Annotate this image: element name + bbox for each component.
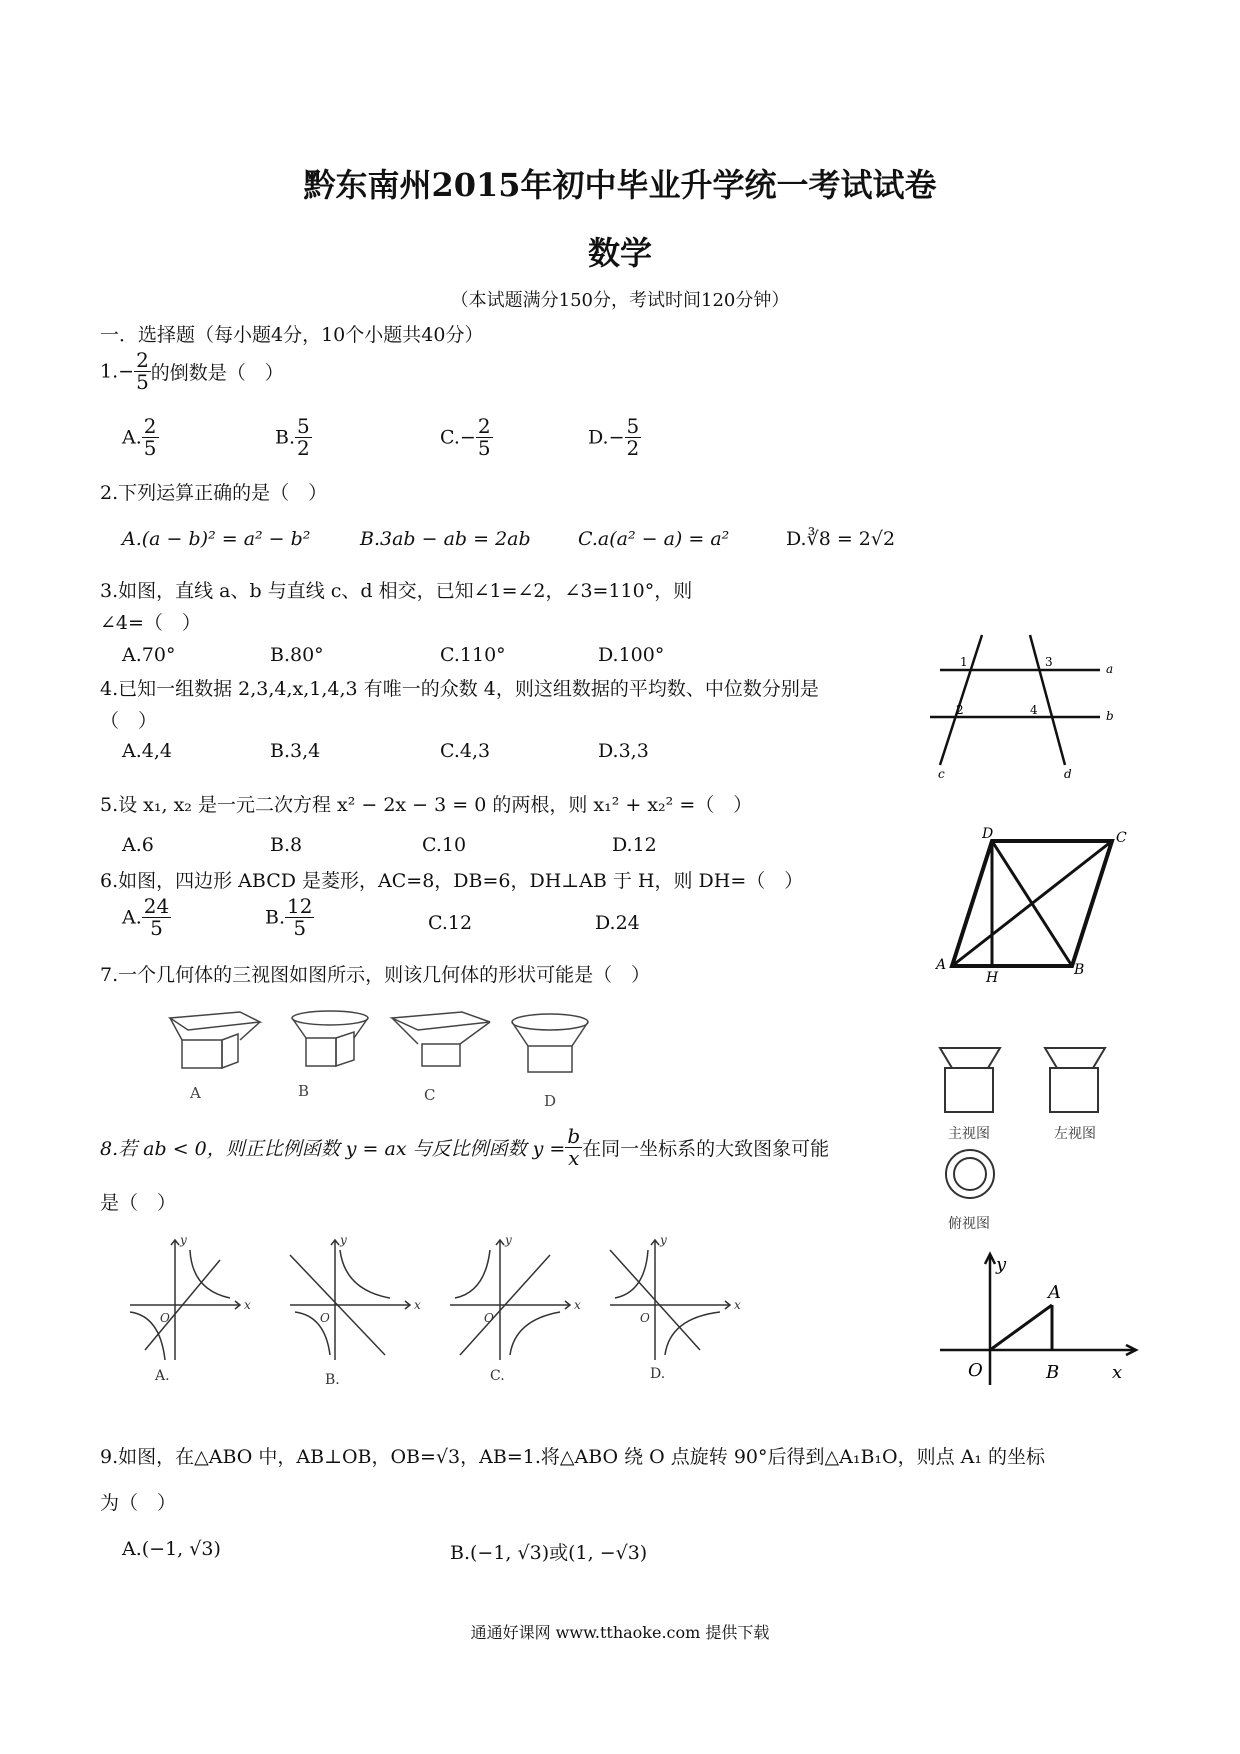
graph-b [290, 1240, 410, 1360]
point-a-label: A [1048, 1282, 1061, 1303]
q6-opt-label: B. [265, 906, 286, 929]
graph-a [130, 1240, 240, 1360]
angle-4-label: 4 [1030, 703, 1038, 717]
q8-fraction [565, 1126, 582, 1169]
graph-b-x-label: x [414, 1298, 421, 1312]
q3-option-d[interactable]: D.100° [598, 644, 665, 666]
question-2: 2.下列运算正确的是（ ） [100, 482, 328, 504]
q2-option-b[interactable]: B.3ab − ab = 2ab [360, 528, 531, 550]
q3-option-c[interactable]: C.110° [440, 644, 506, 666]
q4-option-a[interactable]: A.4,4 [122, 740, 172, 762]
graph-c [450, 1240, 570, 1360]
q1-opt-num: 5 [626, 414, 640, 438]
question-5: 5.设 x₁, x₂ 是一元二次方程 x² − 2x − 3 = 0 的两根，则 x₁² + x₂² =（ ） [100, 794, 753, 816]
vertex-a-label: A [936, 957, 947, 973]
q1-option-b[interactable] [275, 416, 312, 459]
question-7: 7.一个几何体的三视图如图所示，则该几何体的形状可能是（ ） [100, 964, 651, 986]
q5-option-c[interactable]: C.10 [422, 834, 467, 856]
graph-a-x-label: x [244, 1298, 251, 1312]
graph-c-y-label: y [505, 1233, 512, 1247]
vertex-c-label: C [1116, 830, 1127, 846]
q6-option-d[interactable]: D.24 [595, 912, 640, 934]
q3-option-b[interactable]: B.80° [270, 644, 324, 666]
graph-b-y-label: y [340, 1233, 347, 1247]
q6-opt-label: A. [122, 906, 142, 929]
q1-opt-den: 2 [297, 436, 310, 460]
q1-option-a[interactable] [122, 416, 159, 459]
solid-b-label: B [298, 1082, 310, 1100]
question-8-cont: 是（ ） [100, 1192, 177, 1214]
top-view-label: 俯视图 [948, 1216, 990, 1232]
segment-oa [990, 1305, 1052, 1350]
rhombus-figure [930, 826, 1130, 986]
q2-option-c[interactable]: C.a(a² − a) = a² [578, 528, 730, 550]
solid-d-label: D [544, 1092, 557, 1110]
solid-b [292, 1011, 368, 1066]
q1-opt-num: 5 [297, 414, 310, 438]
q1-suffix: 的倒数是（ ） [150, 362, 284, 384]
q9-option-b[interactable]: B.(−1, √3)或(1, −√3) [450, 1542, 648, 1564]
q1-opt-den: 2 [626, 436, 640, 460]
q1-opt-frac [142, 416, 159, 459]
section-heading: 一．选择题（每小题4分，10个小题共40分） [100, 324, 484, 346]
q1-frac-num: 2 [136, 348, 149, 372]
question-6: 6.如图，四边形 ABCD 是菱形，AC=8，DB=6，DH⊥AB 于 H，则 DH=（ ） [100, 870, 804, 892]
q4-option-b[interactable]: B.3,4 [270, 740, 321, 762]
q5-option-b[interactable]: B.8 [270, 834, 303, 856]
q6-opt-frac [285, 896, 314, 939]
graph-d-origin: O [640, 1311, 650, 1325]
question-1 [100, 350, 284, 393]
q6-opt-den: 5 [150, 916, 163, 940]
question-9-cont: 为（ ） [100, 1492, 177, 1514]
graph-b-label: B. [325, 1372, 340, 1388]
origin-label: O [968, 1360, 983, 1381]
line-a-label: a [1106, 662, 1114, 676]
angle-3-label: 3 [1045, 655, 1053, 669]
line-c-label: c [938, 767, 945, 780]
angle-1-label: 1 [960, 655, 968, 669]
q1-prefix: 1.− [100, 360, 135, 383]
question-4: 4.已知一组数据 2,3,4,x,1,4,3 有唯一的众数 4，则这组数据的平均数、中位数分别是 [100, 678, 819, 700]
graph-d-x-label: x [734, 1298, 741, 1312]
q6-option-a[interactable] [122, 896, 171, 939]
subject-title: 数学 [587, 234, 652, 272]
top-view [946, 1150, 994, 1198]
q4-option-c[interactable]: C.4,3 [440, 740, 491, 762]
solid-c-label: C [424, 1086, 436, 1104]
q6-opt-num: 12 [287, 894, 313, 918]
graph-d-label: D. [650, 1366, 666, 1382]
exam-note: （本试题满分150分，考试时间120分钟） [450, 290, 790, 311]
page-title: 黔东南州2015年初中毕业升学统一考试试卷 [303, 166, 937, 204]
q1-opt-frac [295, 416, 312, 459]
q1-opt-label: D. [588, 426, 609, 449]
q1-option-d[interactable] [588, 416, 641, 459]
graph-c-origin: O [484, 1311, 494, 1325]
q8-frac-den: x [568, 1146, 580, 1170]
front-view [940, 1048, 1000, 1112]
q1-opt-den: 5 [143, 436, 157, 460]
left-view [1045, 1048, 1105, 1112]
q6-opt-frac [142, 896, 171, 939]
function-graphs-figure[interactable] [120, 1230, 780, 1390]
graph-d-y-label: y [660, 1233, 667, 1247]
vertex-h-label: H [986, 970, 999, 986]
q1-frac-den: 5 [136, 370, 149, 394]
graph-a-origin: O [160, 1311, 170, 1325]
q1-opt-label: C. [440, 426, 460, 449]
diagonal-db [992, 841, 1072, 966]
q2-option-a[interactable]: A.(a − b)² = a² − b² [122, 528, 311, 550]
q6-option-b[interactable] [265, 896, 314, 939]
question-8 [100, 1126, 829, 1169]
q8-stem-a: 8.若 ab < 0，则正比例函数 y = ax 与反比例函数 y = [100, 1138, 566, 1160]
q1-opt-sign: − [459, 426, 476, 449]
q1-opt-num: 2 [477, 414, 491, 438]
parallel-lines-figure [920, 630, 1120, 780]
solid-a [170, 1012, 260, 1068]
line-d-label: d [1064, 767, 1072, 780]
q1-option-c[interactable] [440, 416, 493, 459]
q1-opt-frac [476, 416, 493, 459]
q6-option-c[interactable]: C.12 [428, 912, 473, 934]
solid-a-label: A [190, 1084, 201, 1102]
question-9: 9.如图，在△ABO 中，AB⊥OB，OB=√3，AB=1.将△ABO 绕 O 点旋转 90°后得到△A₁B₁O，则点 A₁ 的坐标 [100, 1446, 1046, 1468]
graph-c-label: C. [490, 1368, 505, 1384]
solid-d [512, 1014, 588, 1072]
line-b-label: b [1106, 709, 1114, 723]
graph-c-x-label: x [574, 1298, 581, 1312]
q9-option-a[interactable]: A.(−1, √3) [122, 1538, 221, 1560]
q2-option-d[interactable]: D.∛8 = 2√2 [786, 528, 896, 550]
q3-option-a[interactable]: A.70° [122, 644, 176, 666]
graph-a-label: A. [155, 1368, 170, 1384]
question-3: 3.如图，直线 a、b 与直线 c、d 相交，已知∠1=∠2，∠3=110°，则 [100, 580, 693, 602]
solid-c [392, 1012, 490, 1066]
q1-opt-num: 2 [143, 414, 157, 438]
vertex-d-label: D [982, 826, 994, 842]
front-view-label: 主视图 [948, 1126, 990, 1142]
q1-opt-frac [625, 416, 642, 459]
graph-b-origin: O [320, 1311, 330, 1325]
footer-text: 通通好课网 www.tthaoke.com 提供下载 [470, 1623, 770, 1642]
q1-opt-label: A. [122, 426, 142, 449]
left-view-label: 左视图 [1054, 1126, 1096, 1142]
graph-d [610, 1240, 730, 1360]
q4-option-d[interactable]: D.3,3 [598, 740, 649, 762]
q8-stem-b: 在同一坐标系的大致图象可能 [582, 1138, 830, 1160]
angle-2-label: 2 [956, 703, 964, 717]
q1-opt-label: B. [275, 426, 296, 449]
question-4-cont: （ ） [100, 710, 158, 732]
three-views-figure [930, 1040, 1130, 1240]
triangle-abo-figure [940, 1250, 1140, 1390]
q6-opt-den: 5 [293, 916, 307, 940]
q5-option-a[interactable]: A.6 [122, 834, 154, 856]
axis-x-label: x [1112, 1362, 1123, 1383]
q5-option-d[interactable]: D.12 [612, 834, 657, 856]
q6-opt-num: 24 [143, 894, 170, 918]
axis-y-label: y [996, 1254, 1007, 1275]
solid-choices-figure[interactable] [160, 1000, 600, 1110]
q1-opt-den: 5 [477, 436, 491, 460]
q1-fraction [134, 350, 151, 393]
question-3-cont: ∠4=（ ） [100, 612, 201, 634]
q8-frac-num: b [567, 1124, 581, 1148]
vertex-b-label: B [1074, 962, 1085, 978]
q1-opt-sign: − [608, 426, 625, 449]
point-b-label: B [1046, 1362, 1060, 1383]
graph-a-y-label: y [180, 1233, 187, 1247]
